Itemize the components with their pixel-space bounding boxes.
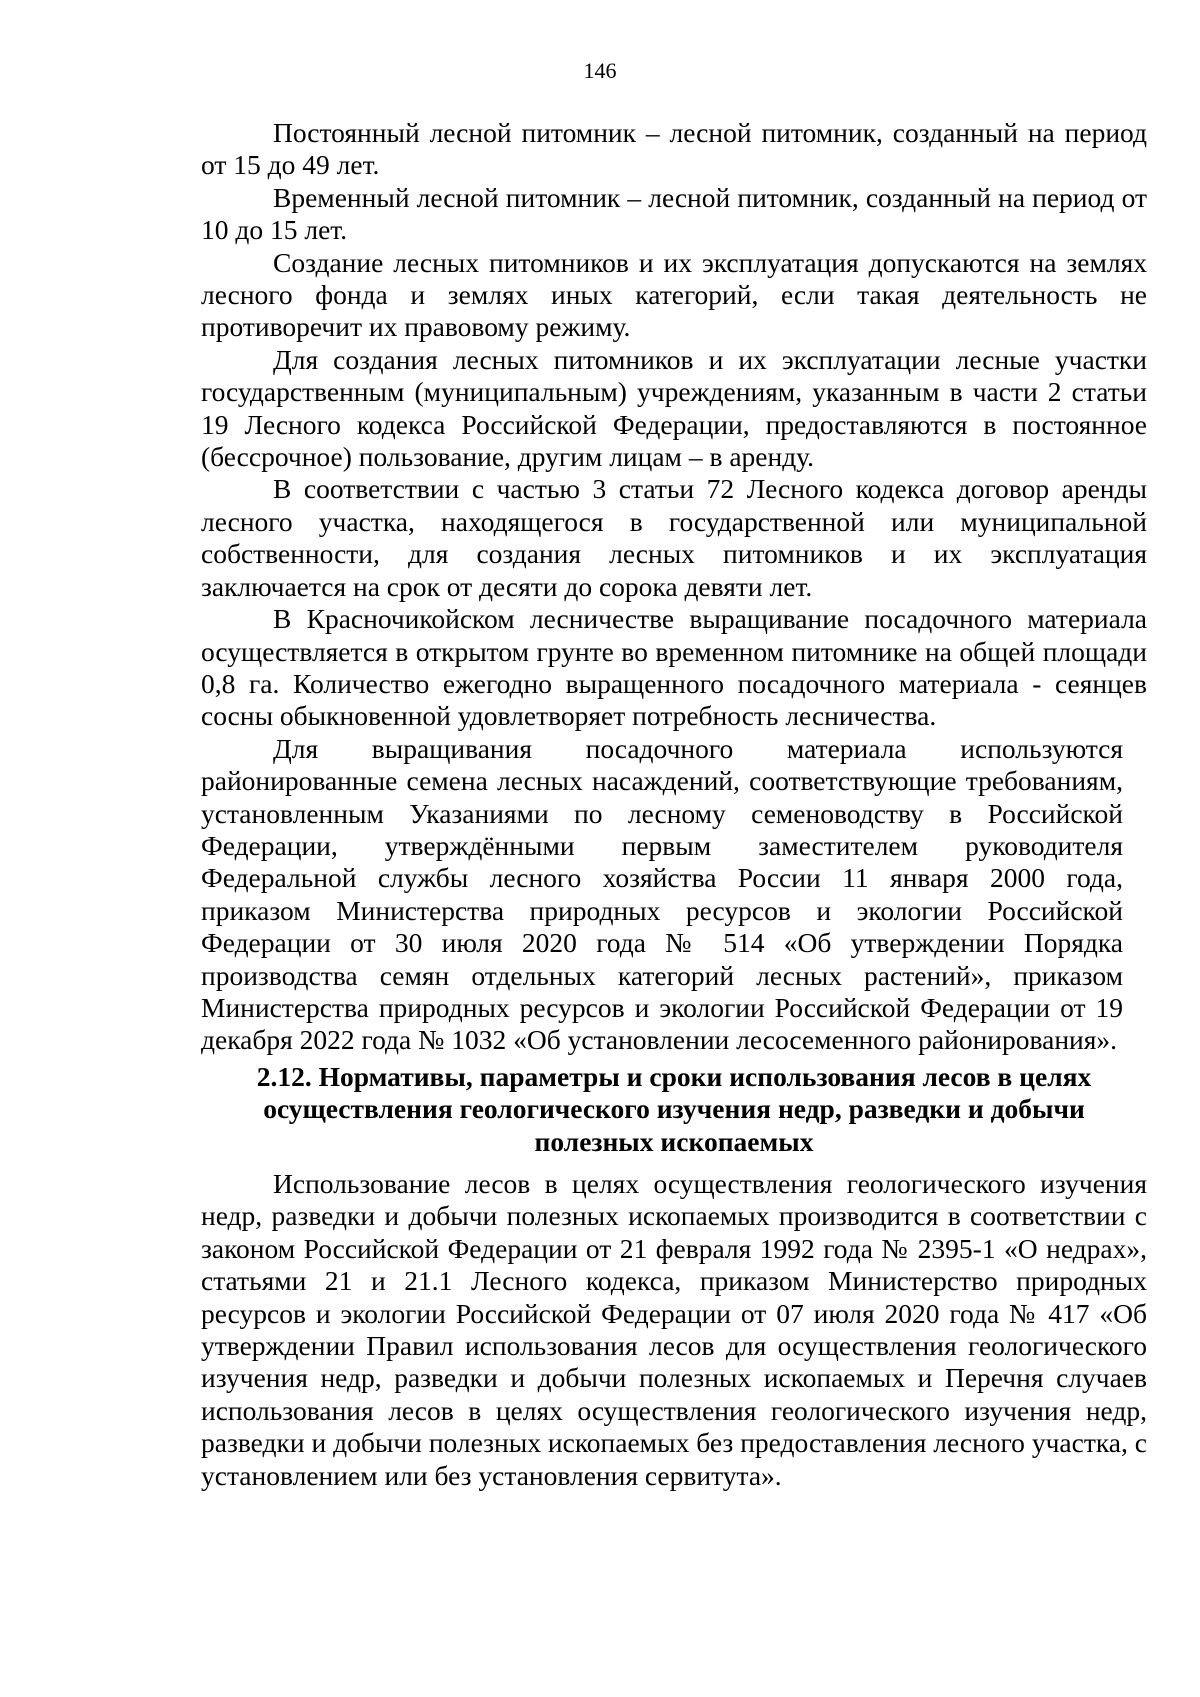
section-heading: 2.12. Нормативы, параметры и сроки использования лесов в целях осуществления геологического изучения недр, разведки и добычи полезных ископаемых [256, 1060, 1092, 1157]
page-number: 146 [583, 58, 617, 83]
paragraph-temporary-nursery: Временный лесной питомник – лесной питомник, созданный на период от 10 до 15 лет. [201, 181, 1147, 246]
document-body [201, 117, 1147, 1492]
paragraph-land-plots: Для создания лесных питомников и их эксплуатации лесные участки государственным (муниципальным) учреждениям, указанным в части 2 статьи 19 Лесного кодекса Российской Федерации, предоставляются в постоянное (бессрочное) пользование, другим лицам – в аренду. [201, 343, 1147, 473]
paragraph-permanent-nursery: Постоянный лесной питомник – лесной питомник, созданный на период от 15 до 49 лет. [201, 117, 1147, 181]
paragraph-lease-agreement: В соответствии с частью 3 статьи 72 Лесного кодекса договор аренды лесного участка, находящегося в государственной или муниципальной собственности, для создания лесных питомников и их эксплуатация заключается на срок от десяти до сорока девяти лет. [201, 473, 1147, 602]
paragraph-nursery-creation: Создание лесных питомников и их эксплуатация допускаются на землях лесного фонда и землях иных категорий, если такая деятельность не противоречит их правовому режиму. [201, 246, 1147, 343]
paragraph-krasnochikoy-forestry: В Красночикойском лесничестве выращивание посадочного материала осуществляется в открытом грунте во временном питомнике на общей площади 0,8 га. Количество ежегодно выращенного посадочного материала - сеянцев сосны обыкновенной удовлетворяет потребность лесничества. [201, 603, 1147, 732]
paragraph-geological-use: Использование лесов в целях осуществления геологического изучения недр, разведки и добычи полезных ископаемых производится в соответствии с законом Российской Федерации от 21 февраля 1992 года № 2395-1 «О недрах», статьями 21 и 21.1 Лесного кодекса, приказом Министерство природных ресурсов и экологии Российской Федерации от 07 июля 2020 года № 417 «Об утверждении Правил использования лесов для осуществления геологического изучения недр, разведки и добычи полезных ископаемых и Перечня случаев использования лесов в целях осуществления геологического изучения недр, разведки и добычи полезных ископаемых без предоставления лесного участка, с установлением или без установления сервитута». [201, 1168, 1147, 1491]
paragraph-seed-requirements: Для выращивания посадочного материала используются районированные семена лесных насаждений, соответствующие требованиям, установленным Указаниями по лесному семеноводству в Российской Федерации, утверждёнными первым заместителем руководителя Федеральной службы лесного хозяйства России 11 января 2000 года, приказом Министерства природных ресурсов и экологии Российской Федерации от 30 июля 2020 года № 514 «Об утверждении Порядка производства семян отдельных категорий лесных растений», приказом Министерства природных ресурсов и экологии Российской Федерации от 19 декабря 2022 года № 1032 «Об установлении лесосеменного районирования». [201, 732, 1123, 1056]
